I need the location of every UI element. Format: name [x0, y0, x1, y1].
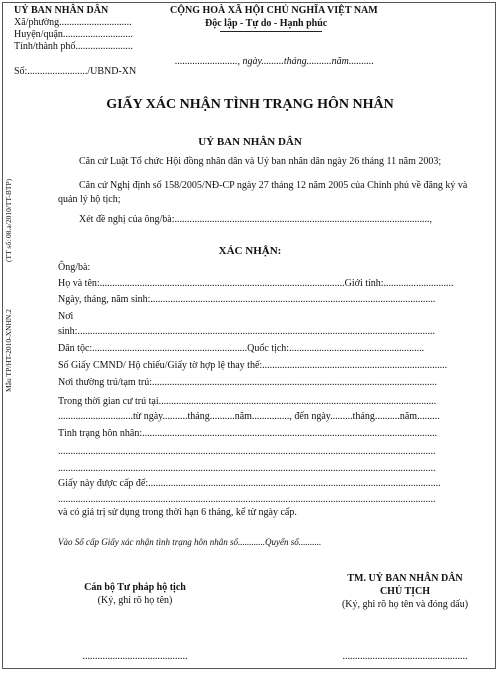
id-document-field: Số Giấy CMND/ Hộ chiếu/Giấy tờ hợp lệ thay thế:..........................................................................: [58, 360, 448, 371]
left-signature-line: ..........................................: [82, 651, 188, 662]
date-line: ........................., ngày.........tháng..........năm..........: [175, 56, 374, 67]
residence-dates-field: ..............................từ ngày..........tháng..........năm..............., đến ngày.........tháng..........năm.........: [58, 411, 440, 422]
province-field: Tỉnh/thành phố.......................: [14, 41, 133, 52]
motto: Độc lập - Tự do - Hạnh phúc: [205, 18, 328, 29]
district-field: Huyện/quận............................: [14, 29, 133, 40]
right-signer-position: CHỦ TỊCH: [379, 586, 431, 597]
side-circular-ref: (TT số: 08.a/2010/TT-BTP): [4, 178, 13, 262]
ward-field: Xã/phường.............................: [14, 17, 132, 28]
marital-status-field: Tình trạng hôn nhân:......................................................................................................................: [58, 428, 438, 439]
document-number: Số:......................../UBND-XN: [14, 66, 137, 77]
residence-field: Nơi thường trú/tạm trú:..................................................................................................................: [58, 377, 438, 388]
ethnicity-nationality-field: Dân tộc:..............................................................Quốc tịch:......................................................: [58, 343, 425, 354]
right-signer-note: (Ký, ghi rõ họ tên và đóng dấu): [341, 599, 469, 610]
birth-place-label: Nơi: [58, 311, 74, 322]
side-form-code: Mẫu TP/HT-2010-XNHN.2: [4, 309, 13, 392]
blank-line: .......................................................................................................................................................: [58, 463, 436, 474]
authority-heading: UỶ BAN NHÂN DÂN: [198, 136, 302, 148]
birth-date-field: Ngày, tháng, năm sinh:..................................................................................................................: [58, 294, 436, 305]
nation-title: CỘNG HOÀ XÃ HỘI CHỦ NGHĨA VIỆT NAM: [170, 5, 378, 16]
full-name-field: Họ và tên:..................................................................................................Giới tính:............................: [58, 278, 454, 289]
agency-name: UỶ BAN NHÂN DÂN: [14, 5, 109, 16]
blank-line: .......................................................................................................................................................: [58, 494, 436, 505]
confirm-heading: XÁC NHẬN:: [218, 245, 282, 257]
blank-line: .......................................................................................................................................................: [58, 446, 436, 457]
left-signer-title: Cán bộ Tư pháp hộ tịch: [84, 582, 186, 593]
legal-basis-2: Căn cứ Nghị định số 158/2005/NĐ-CP ngày 27 tháng 12 năm 2005 của Chính phủ về đăng ký và: [79, 180, 468, 191]
register-entry: Vào Sổ cấp Giấy xác nhận tình trạng hôn nhân số............Quyển số..........: [58, 537, 322, 547]
residence-period-field: Trong thời gian cư trú tại...............................................................................................................: [58, 396, 437, 407]
document-title: GIẤY XÁC NHẬN TÌNH TRẠNG HÔN NHÂN: [106, 97, 394, 112]
motto-underline: [220, 31, 322, 32]
request-line: Xét đề nghị của ông/bà:......................................................................................................,: [79, 214, 433, 225]
legal-basis-2-cont: quản lý hộ tịch;: [58, 194, 121, 205]
right-signer-title: TM. UỶ BAN NHÂN DÂN: [347, 573, 463, 584]
left-signer-note: (Ký, ghi rõ họ tên): [97, 595, 173, 606]
right-signature-line: ..................................................: [342, 651, 468, 662]
legal-basis-1: Căn cứ Luật Tổ chức Hội đồng nhân dân và Uỷ ban nhân dân ngày 26 tháng 11 năm 2003;: [79, 156, 442, 167]
purpose-field: Giấy này được cấp để:.....................................................................................................................: [58, 478, 441, 489]
validity-statement: và có giá trị sử dụng trong thời hạn 6 tháng, kể từ ngày cấp.: [58, 507, 297, 518]
mr-mrs-label: Ông/bà:: [58, 262, 91, 273]
birth-place-field: sinh:...............................................................................................................................................: [58, 326, 435, 337]
